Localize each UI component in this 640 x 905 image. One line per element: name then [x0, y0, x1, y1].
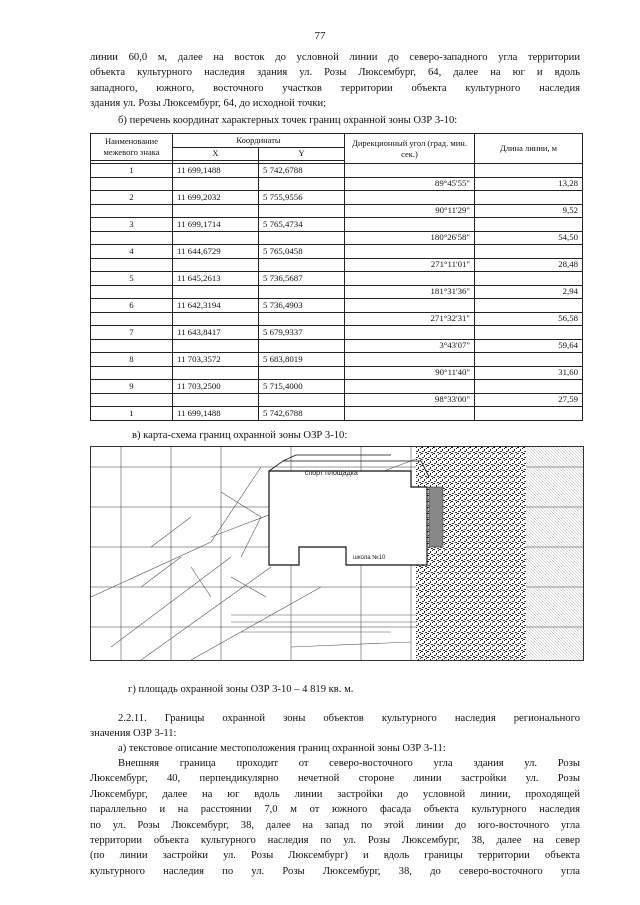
empty-cell [259, 285, 345, 299]
text-line: значения ОЗР 3-11: [90, 728, 177, 740]
empty-cell [173, 204, 259, 218]
section-heading [90, 711, 580, 742]
segment-length: 59,64 [475, 339, 583, 353]
segment-angle: 90°11'40" [345, 366, 475, 380]
point-y: 5 736,4903 [259, 299, 345, 313]
point-id: 8 [91, 353, 173, 367]
intro-paragraph [90, 50, 580, 112]
text-line: культурного наследия по ул. Розы Люксембург, 38, до северо-восточного угла [90, 865, 580, 877]
point-row [91, 164, 583, 178]
empty-cell [475, 191, 583, 205]
point-id: 3 [91, 218, 173, 232]
text-line: линии 60,0 м, далее на восток до условной линии до северо-западного угла территории [90, 52, 580, 63]
building-label: школа №10 [353, 555, 386, 561]
point-x: 11 699,1714 [173, 218, 259, 232]
empty-cell [475, 353, 583, 367]
segment-length: 31,60 [475, 366, 583, 380]
point-x: 11 703,2500 [173, 380, 259, 394]
segment-length: 28,48 [475, 258, 583, 272]
empty-cell [173, 285, 259, 299]
empty-cell [173, 393, 259, 407]
segment-row [91, 231, 583, 245]
point-id: 2 [91, 191, 173, 205]
segment-angle: 180°26'58" [345, 231, 475, 245]
empty-cell [173, 177, 259, 191]
point-x: 11 643,8417 [173, 326, 259, 340]
point-row [91, 299, 583, 313]
outer-boundary-paragraph [90, 756, 580, 879]
point-x: 11 703,3572 [173, 353, 259, 367]
empty-cell [91, 258, 173, 272]
coordinates-table [90, 133, 583, 421]
point-x: 11 642,3194 [173, 299, 259, 313]
empty-cell [91, 285, 173, 299]
street-label: спорт площадка [305, 470, 358, 477]
empty-cell [345, 407, 475, 421]
point-y: 5 765,0458 [259, 245, 345, 259]
point-row [91, 353, 583, 367]
point-y: 5 679,9337 [259, 326, 345, 340]
item-a-heading: а) текстовое описание местоположения границ охранной зоны ОЗР 3-11: [118, 743, 446, 754]
point-id: 7 [91, 326, 173, 340]
segment-row [91, 366, 583, 380]
point-row [91, 272, 583, 286]
empty-cell [259, 366, 345, 380]
point-y: 5 765,4734 [259, 218, 345, 232]
empty-cell [475, 245, 583, 259]
point-y: 5 736,5687 [259, 272, 345, 286]
item-b-heading: б) перечень координат характерных точек границ охранной зоны ОЗР 3-10: [118, 115, 458, 126]
empty-cell [173, 312, 259, 326]
header-coordinates: Координаты [173, 134, 345, 148]
empty-cell [259, 339, 345, 353]
item-g-area: г) площадь охранной зоны ОЗР 3-10 – 4 819 кв. м. [128, 684, 354, 695]
empty-cell [91, 177, 173, 191]
segment-row [91, 393, 583, 407]
empty-cell [475, 164, 583, 178]
point-id: 4 [91, 245, 173, 259]
empty-cell [475, 407, 583, 421]
segment-length: 13,28 [475, 177, 583, 191]
shaded-plot [429, 487, 443, 547]
header-angle: Дирекционный угол (град. мин. сек.) [345, 134, 475, 164]
segment-row [91, 312, 583, 326]
text-line: территории объекта культурного наследия по ул. Розы Люксембург, 38, далее на север [90, 835, 580, 847]
point-x: 11 645,2613 [173, 272, 259, 286]
point-row [91, 380, 583, 394]
point-y: 5 742,6788 [259, 164, 345, 178]
segment-length: 27,59 [475, 393, 583, 407]
empty-cell [345, 272, 475, 286]
point-id: 6 [91, 299, 173, 313]
empty-cell [345, 353, 475, 367]
empty-cell [345, 245, 475, 259]
segment-length: 54,50 [475, 231, 583, 245]
point-id: 1 [91, 164, 173, 178]
point-x: 11 699,2032 [173, 191, 259, 205]
segment-length: 2,94 [475, 285, 583, 299]
map-hatch-area [526, 447, 583, 660]
empty-cell [475, 218, 583, 232]
empty-cell [475, 299, 583, 313]
point-row [91, 218, 583, 232]
empty-cell [91, 204, 173, 218]
text-line: Внешняя граница проходит от северо-восточного угла здания ул. Розы [118, 758, 580, 769]
segment-angle: 98°33'00" [345, 393, 475, 407]
point-row [91, 191, 583, 205]
header-length: Длина линии, м [475, 134, 583, 164]
point-y: 5 715,4000 [259, 380, 345, 394]
point-id: 5 [91, 272, 173, 286]
segment-row [91, 258, 583, 272]
segment-angle: 271°11'01" [345, 258, 475, 272]
point-y: 5 683,8019 [259, 353, 345, 367]
page-number: 77 [314, 30, 326, 42]
empty-cell [91, 393, 173, 407]
empty-cell [259, 312, 345, 326]
point-x: 11 699,1488 [173, 164, 259, 178]
point-id: 9 [91, 380, 173, 394]
empty-cell [475, 380, 583, 394]
segment-row [91, 204, 583, 218]
segment-angle: 181°31'36" [345, 285, 475, 299]
empty-cell [345, 326, 475, 340]
item-v-heading: в) карта-схема границ охранной зоны ОЗР 3-10: [132, 430, 348, 441]
text-line: объекта культурного наследия здания ул. Розы Люксембург, 64, далее на юг и вдоль [90, 67, 580, 79]
map-drawing [91, 447, 583, 660]
boundary-map [90, 446, 584, 661]
school-building [269, 471, 427, 565]
empty-cell [91, 366, 173, 380]
point-row [91, 245, 583, 259]
segment-angle: 90°11'29" [345, 204, 475, 218]
empty-cell [173, 258, 259, 272]
segment-length: 9,52 [475, 204, 583, 218]
text-line: западного, южного, восточного участков территории объекта культурного наследия [90, 82, 580, 94]
text-line: по ул. Розы Люксембург, 38, далее на запад по этой линии до юго-восточного угла [90, 819, 580, 831]
text-line: Люксембург, 40, перпендикулярно нечетной стороне линии застройки ул. Розы [90, 773, 580, 785]
map-noise-area [416, 447, 526, 660]
point-y: 5 755,9556 [259, 191, 345, 205]
empty-cell [475, 272, 583, 286]
empty-cell [345, 164, 475, 178]
segment-row [91, 285, 583, 299]
empty-cell [259, 393, 345, 407]
empty-cell [91, 339, 173, 353]
segment-angle: 3°43'07" [345, 339, 475, 353]
text-line: 2.2.11. Границы охранной зоны объектов культурного наследия регионального [118, 713, 580, 724]
empty-cell [345, 218, 475, 232]
text-line: Люксембург, далее на юг вдоль линии застройки до условной линии, проходящей [90, 788, 580, 800]
point-row [91, 326, 583, 340]
segment-row [91, 339, 583, 353]
segment-angle: 89°45'55" [345, 177, 475, 191]
empty-cell [345, 191, 475, 205]
empty-cell [345, 299, 475, 313]
empty-cell [91, 231, 173, 245]
segment-angle: 271°32'31" [345, 312, 475, 326]
header-y: Y [259, 147, 345, 161]
point-y: 5 742,6788 [259, 407, 345, 421]
empty-cell [259, 177, 345, 191]
empty-cell [173, 231, 259, 245]
point-x: 11 644,6729 [173, 245, 259, 259]
empty-cell [259, 204, 345, 218]
header-x: X [173, 147, 259, 161]
empty-cell [173, 366, 259, 380]
text-line: параллельно и на расстоянии 7,0 м от южного фасада объекта культурного наследия [90, 804, 580, 816]
segment-length: 56,58 [475, 312, 583, 326]
empty-cell [345, 380, 475, 394]
text-line: (по линии застройки ул. Розы Люксембург) и вдоль границы территории объекта [90, 850, 580, 862]
point-x: 11 699,1488 [173, 407, 259, 421]
empty-cell [91, 312, 173, 326]
header-name: Наименование межевого знака [91, 134, 173, 161]
point-id: 1 [91, 407, 173, 421]
segment-row [91, 177, 583, 191]
point-row [91, 407, 583, 421]
empty-cell [173, 339, 259, 353]
text-line: здания ул. Розы Люксембург, 64, до исходной точки; [90, 98, 327, 110]
empty-cell [475, 326, 583, 340]
empty-cell [259, 231, 345, 245]
empty-cell [259, 258, 345, 272]
